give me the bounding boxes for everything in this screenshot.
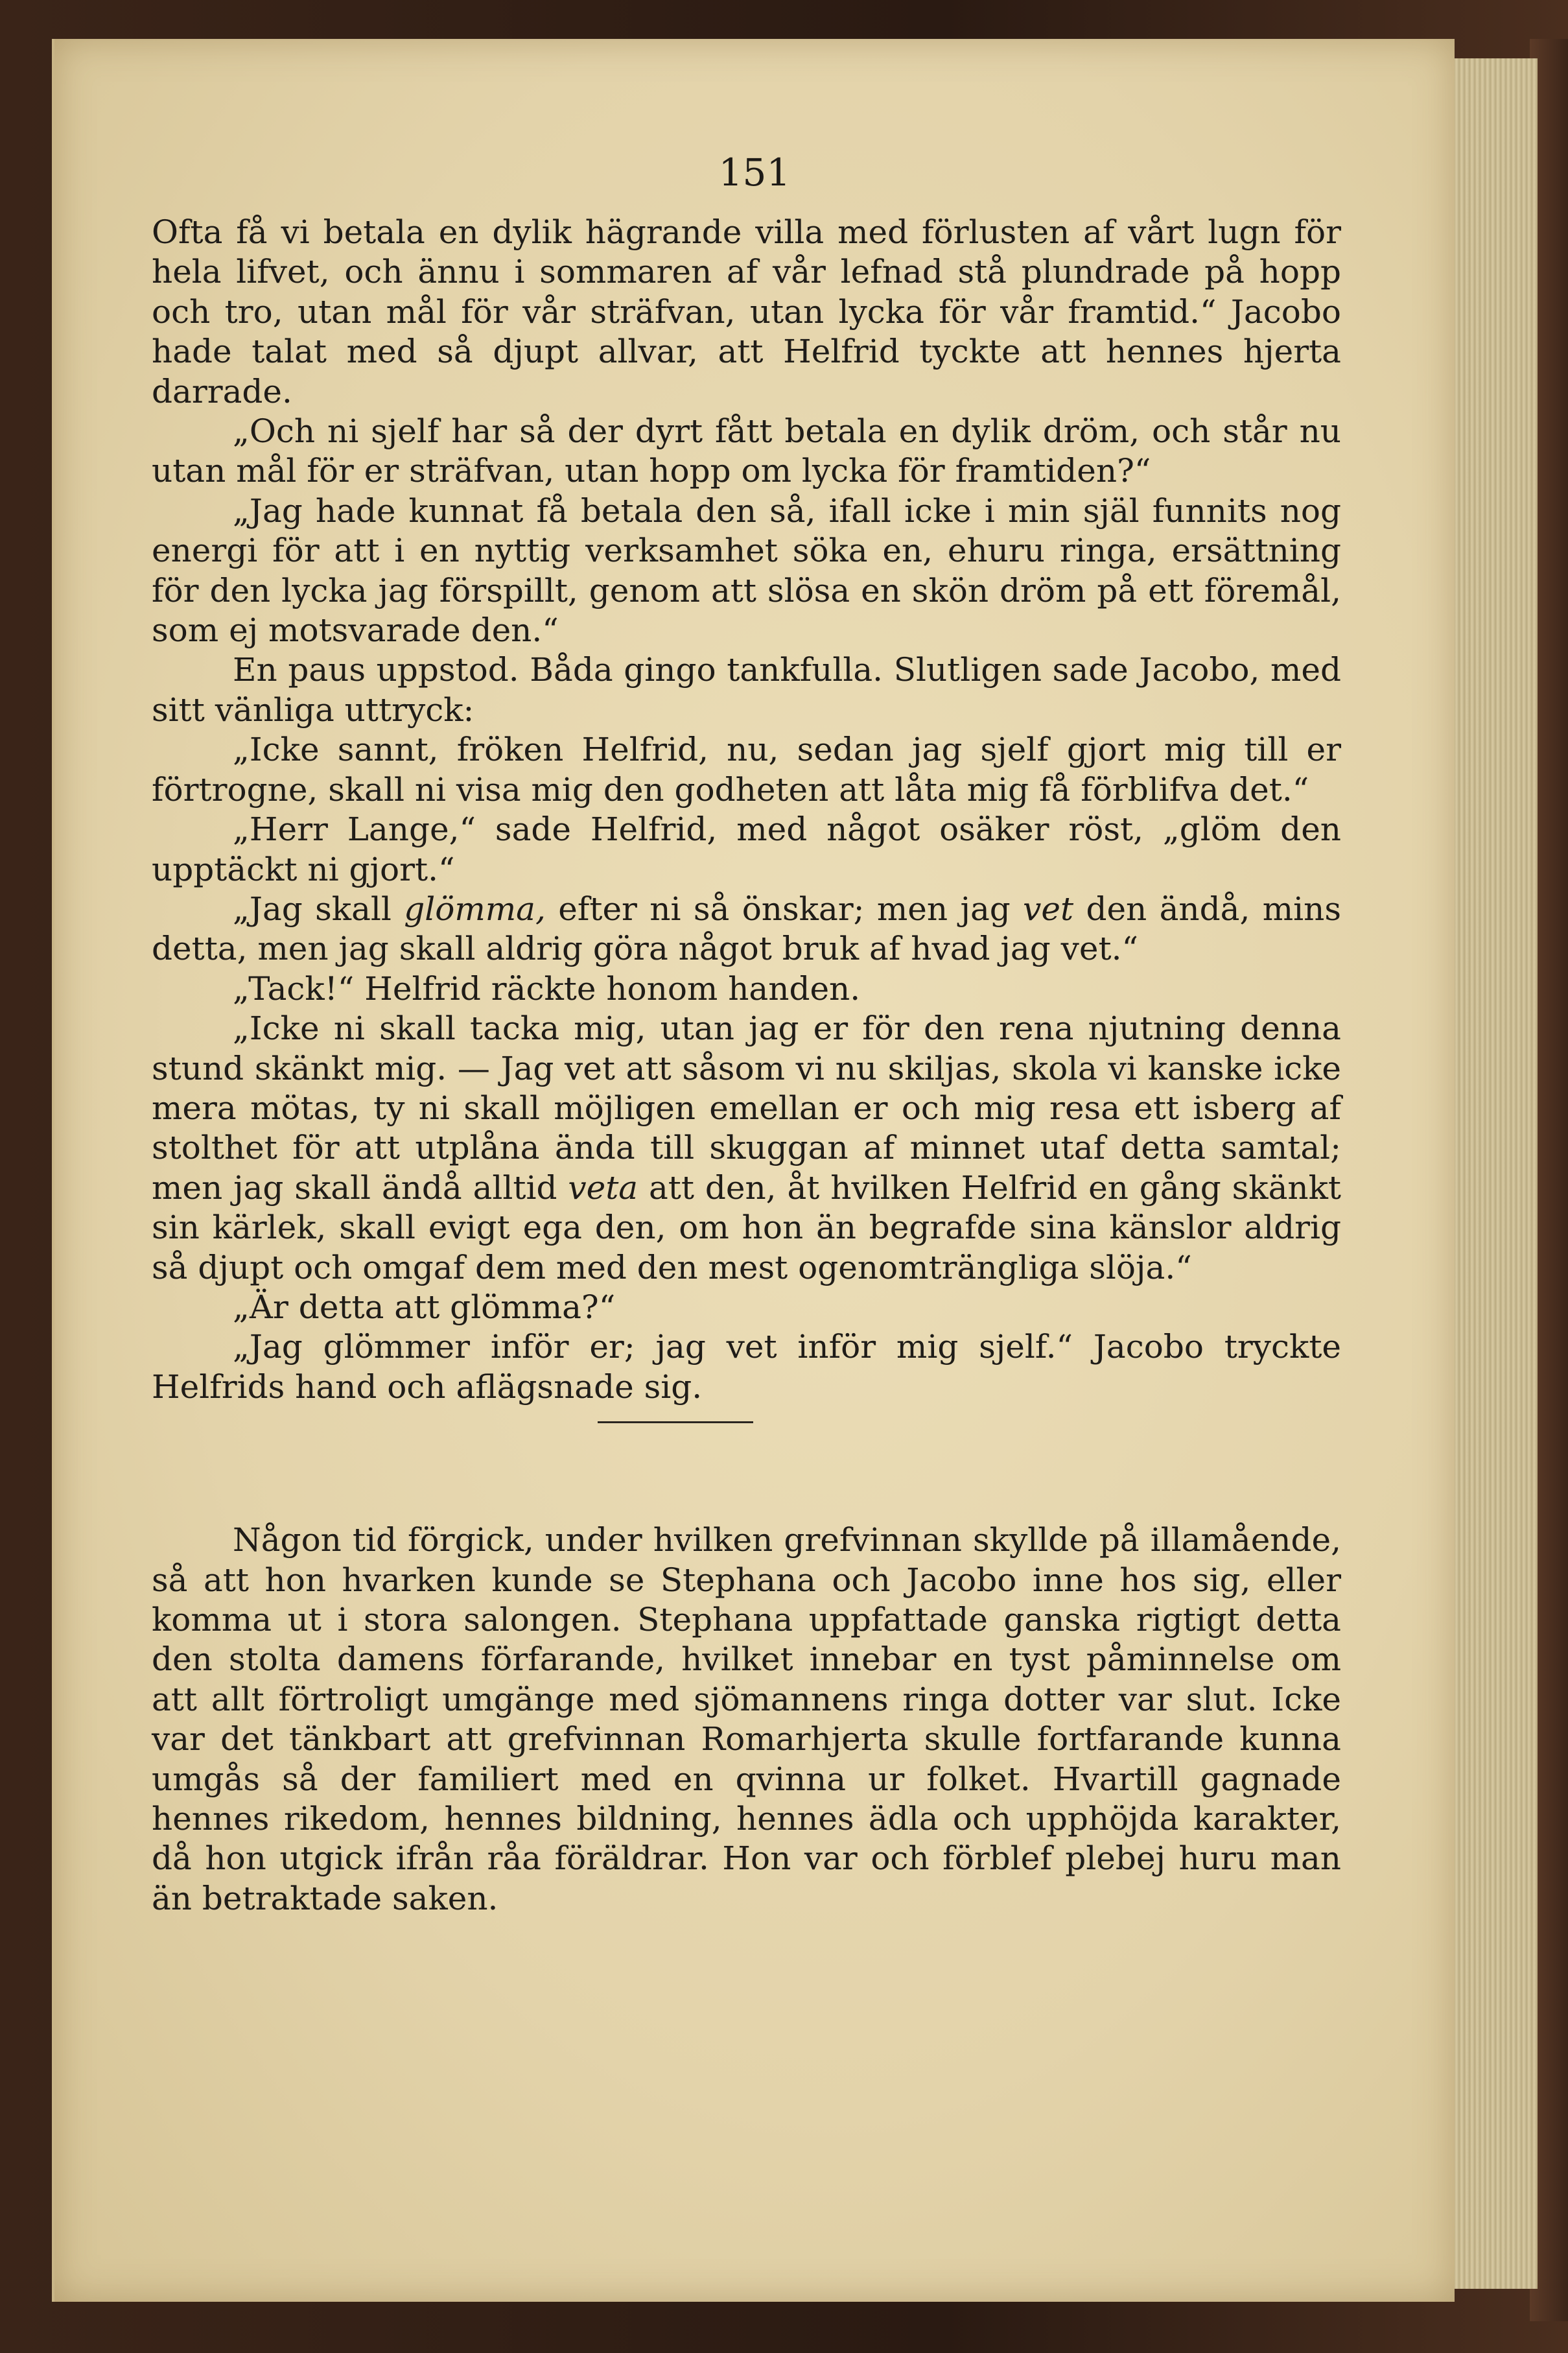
paragraph-9 xyxy=(152,1009,1341,1288)
paragraph-9-part-2: att den, åt hvilken Helfrid en gång skänkt sin kärlek, skall evigt ega den, om hon än begrafde sina känslor aldrig så djupt och omgaf dem med den mest ogenomträngliga slöja.“ xyxy=(152,1168,1342,1286)
paragraph-7-part-1: „Jag skall xyxy=(233,890,404,928)
paragraph-10: „Är detta att glömma?“ xyxy=(233,1288,616,1326)
page-number: 151 xyxy=(718,150,791,195)
paragraph-7-part-3: den ändå, mins detta, men jag skall aldrig göra något bruk af hvad jag vet.“ xyxy=(152,890,1341,968)
paragraph-7-emphasis-2: vet xyxy=(1023,890,1074,928)
paragraph-4: En paus uppstod. Båda gingo tankfulla. Slutligen sade Jacobo, med sitt vänliga uttryck: xyxy=(152,651,1341,729)
paragraph-8: „Tack!“ Helfrid räckte honom handen. xyxy=(233,969,861,1008)
paragraph-5: „Icke sannt, fröken Helfrid, nu, sedan jag sjelf gjort mig till er förtrogne, skall ni visa mig den godheten att låta mig få förblifva det.“ xyxy=(152,731,1341,809)
paragraph-9-emphasis-1: veta xyxy=(568,1168,638,1207)
paragraph-3: „Jag hade kunnat få betala den så, ifall icke i min själ funnits nog energi för att i en nyttig verksamhet söka en, ehuru ringa, ersättning för den lycka jag förspillt, genom att slösa en skön dröm på ett föremål, som ej motsvarade den.“ xyxy=(152,491,1341,650)
paragraph-7-emphasis-1: glömma, xyxy=(404,890,546,928)
book-page xyxy=(52,39,1455,2302)
paragraph-6: „Herr Lange,“ sade Helfrid, med något osäker röst, „glöm den upptäckt ni gjort.“ xyxy=(152,810,1341,888)
section-gap xyxy=(152,1423,1341,1520)
paragraph-2: „Och ni sjelf har så der dyrt fått betala en dylik dröm, och står nu utan mål för er sträfvan, utan hopp om lycka för framtiden?“ xyxy=(152,412,1341,490)
paragraph-9-part-1: „Icke ni skall tacka mig, utan jag er för den rena njutning denna stund skänkt mig. — Jag vet att såsom vi nu skiljas, skola vi kanske icke mera mötas, ty ni skall möjligen emellan er och mig resa ett isberg af stolthet för att utplåna ända till skuggan af minnet utaf detta samtal; men jag skall ändå alltid xyxy=(152,1010,1341,1207)
section-divider xyxy=(598,1421,753,1423)
paragraph-1: Ofta få vi betala en dylik hägrande villa med förlusten af vårt lugn för hela lifvet, och ännu i sommaren af vår lefnad stå plundrade på hopp och tro, utan mål för vår sträfvan, utan lycka för vår framtid.“ Jacobo hade talat med så djupt allvar, att Helfrid tyckte att hennes hjerta darrade. xyxy=(152,213,1341,410)
paragraph-11: „Jag glömmer inför er; jag vet inför mig sjelf.“ Jacobo tryckte Helfrids hand och aflägsnade sig. xyxy=(152,1328,1341,1406)
body-text xyxy=(152,213,1341,1919)
paragraph-7-part-2: efter ni så önskar; men jag xyxy=(545,890,1024,928)
paragraph-7 xyxy=(152,890,1341,969)
paragraph-12: Någon tid förgick, under hvilken grefvinnan skyllde på illamående, så att hon hvarken kunde se Stephana och Jacobo inne hos sig, eller komma ut i stora salongen. Stephana uppfattade ganska rigtigt detta den stolta damens förfarande, hvilket innebar en tyst påminnelse om att allt förtroligt umgänge med sjömannens ringa dotter var slut. Icke var det tänkbart att grefvinnan Romarhjerta skulle fortfarande kunna umgås så der familiert med en qvinna ur folket. Hvartill gagnade hennes rikedom, hennes bildning, hennes ädla och upphöjda karakter, då hon utgick ifrån råa föräldrar. Hon var och förblef plebej huru man än betraktade saken. xyxy=(152,1521,1341,1917)
